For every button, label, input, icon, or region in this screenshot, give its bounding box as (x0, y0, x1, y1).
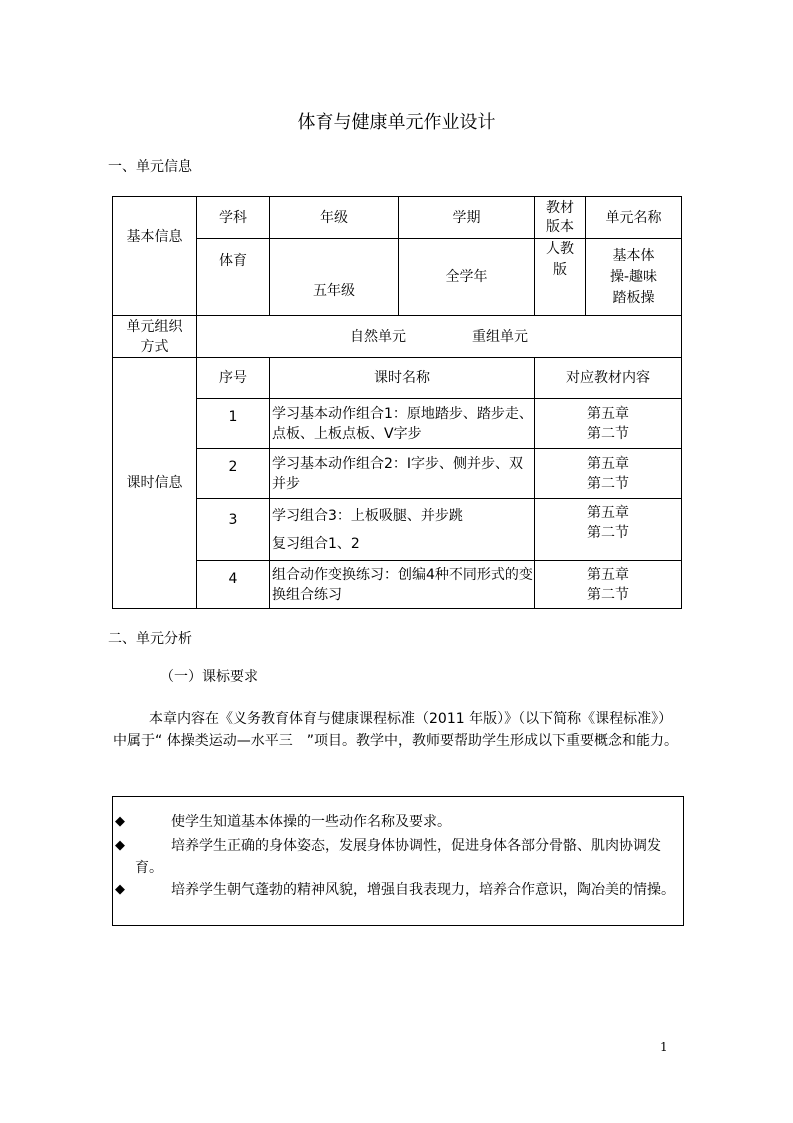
lesson-content (535, 561, 682, 609)
objective-item (113, 835, 685, 879)
lesson-content (535, 399, 682, 449)
org-option-regroup: 重组单元 (472, 328, 528, 345)
objective-text: 使学生知道基本体操的一些动作名称及要求。 (171, 814, 451, 830)
page-number: 1 (660, 1040, 668, 1054)
objective-item (113, 811, 685, 833)
lesson-no: 1 (197, 399, 270, 449)
section-heading-unit-info: 一、单元信息 (108, 159, 192, 175)
document-title: 体育与健康单元作业设计 (297, 112, 496, 133)
objectives-box (112, 796, 684, 926)
curriculum-paragraph-text: 本章内容在《义务教育体育与健康课程标准（2011 年版）》（以下简称《课程标准》）中属于“ 体操类运动—水平三 ”项目。教学中，教师要帮助学生形成以下重要概念和能力。 (113, 711, 678, 749)
header-textbook-version-text: 教材版本 (546, 199, 574, 235)
objective-item (113, 879, 685, 901)
unit-info-table (112, 196, 682, 609)
lesson-name: 学习基本动作组合2：I字步、侧并步、双并步 (270, 449, 535, 499)
lesson-header-name: 课时名称 (270, 358, 535, 399)
lesson-content (535, 499, 682, 561)
lesson-content-text: 第五章第二节 (587, 504, 629, 541)
header-semester: 学期 (399, 197, 535, 239)
lesson-name-line2: 复习组合1、2 (272, 535, 360, 552)
value-unit-name-text: 基本体操-趣味踏板操 (609, 247, 658, 306)
lesson-name: 学习基本动作组合1：原地踏步、踏步走、点板、上板点板、V字步 (270, 399, 535, 449)
value-textbook-version (535, 239, 586, 316)
lesson-name (270, 499, 535, 561)
value-semester: 全学年 (399, 239, 535, 316)
header-subject: 学科 (197, 197, 270, 239)
lesson-content (535, 449, 682, 499)
objective-text: 培养学生朝气蓬勃的精神风貌，增强自我表现力，培养合作意识，陶冶美的情操。 (171, 882, 675, 898)
lesson-no: 4 (197, 561, 270, 609)
lesson-info-label: 课时信息 (113, 358, 197, 609)
lesson-content-text: 第五章第二节 (587, 566, 629, 603)
org-label (113, 316, 197, 358)
value-unit-name (586, 239, 682, 316)
org-label-text: 单元组织方式 (126, 318, 183, 355)
value-subject: 体育 (197, 239, 270, 316)
subsection-heading-curriculum: （一）课标要求 (160, 669, 258, 685)
org-option-natural: 自然单元 (350, 328, 406, 345)
header-unit-name: 单元名称 (586, 197, 682, 239)
diamond-bullet-icon: ◆ (115, 838, 125, 853)
lesson-header-content: 对应教材内容 (535, 358, 682, 399)
lesson-no: 3 (197, 499, 270, 561)
basic-info-label: 基本信息 (113, 197, 197, 316)
curriculum-paragraph (113, 708, 681, 752)
diamond-bullet-icon: ◆ (115, 882, 125, 897)
section-heading-unit-analysis: 二、单元分析 (108, 631, 192, 647)
lesson-name-line1: 学习组合3：上板吸腿、并步跳 (272, 507, 463, 524)
lesson-header-no: 序号 (197, 358, 270, 399)
diamond-bullet-icon: ◆ (115, 814, 125, 829)
header-grade: 年级 (270, 197, 399, 239)
lesson-content-text: 第五章第二节 (587, 455, 629, 492)
objective-text: 培养学生正确的身体姿态，发展身体协调性，促进身体各部分骨骼、肌肉协调发育。 (135, 838, 661, 876)
value-textbook-version-text: 人教版 (546, 241, 574, 278)
org-options (197, 316, 682, 358)
lesson-no: 2 (197, 449, 270, 499)
value-grade: 五年级 (270, 239, 399, 316)
lesson-content-text: 第五章第二节 (587, 405, 629, 442)
lesson-name: 组合动作变换练习：创编4种不同形式的变换组合练习 (270, 561, 535, 609)
header-textbook-version (535, 197, 586, 239)
